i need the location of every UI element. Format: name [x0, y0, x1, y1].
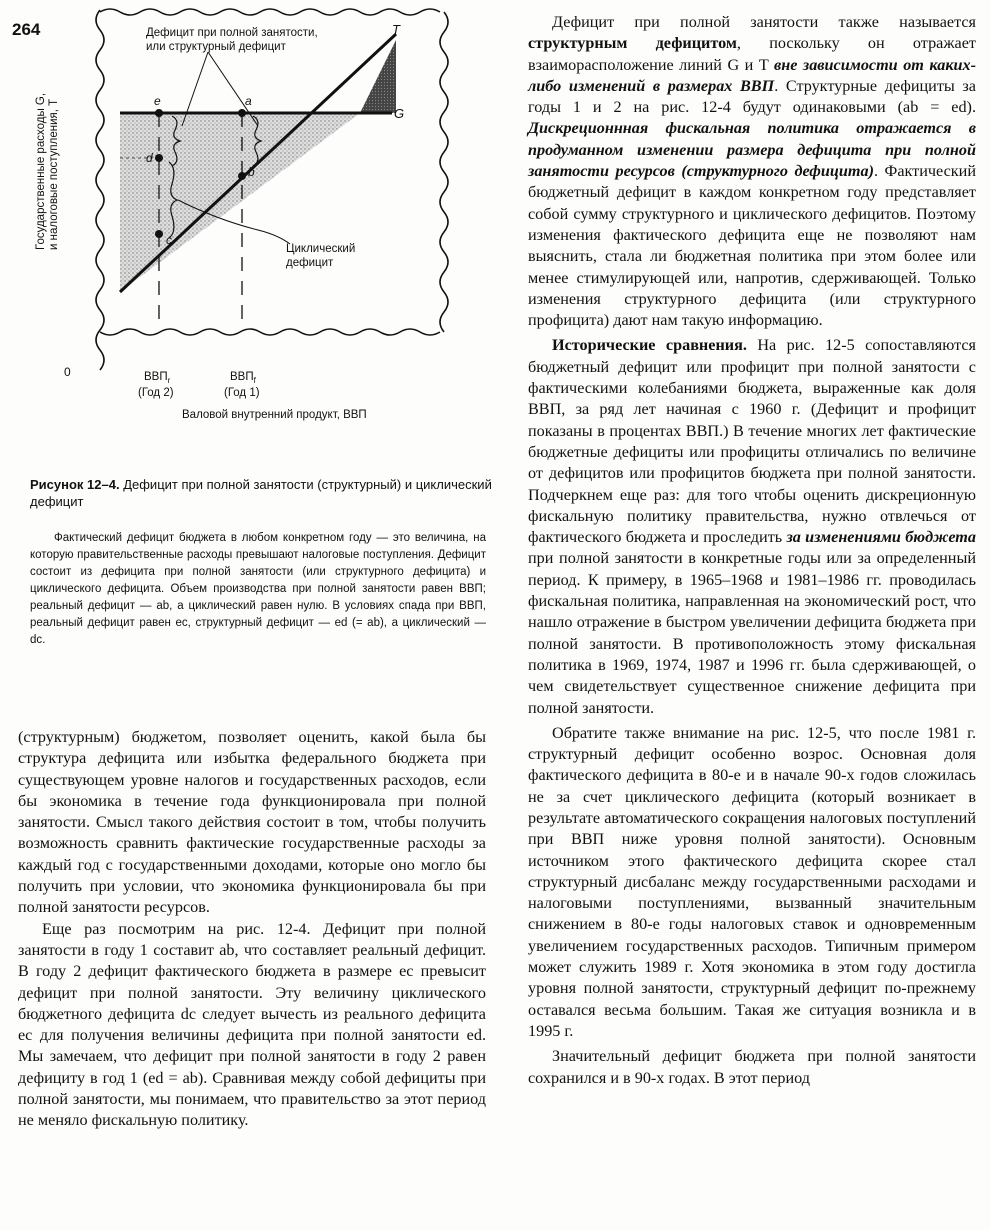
gdp-f-label: $ВВП_f$ — [230, 371, 256, 385]
frame-right-wavy — [440, 12, 448, 332]
figure-caption-label: Рисунок 12–4. — [30, 477, 120, 492]
figure-12-4 — [20, 0, 490, 440]
origin-label: 0 — [64, 365, 71, 379]
gdp-r-label: $ВВП_r$ — [144, 371, 171, 385]
point-b-label: b — [248, 165, 255, 179]
figure-caption — [30, 476, 500, 510]
callout-cyclical-line2: дефицит — [286, 257, 334, 269]
point-d — [155, 154, 163, 162]
callout-structural-line2: или структурный дефицит — [146, 41, 286, 53]
frame-left-wavy — [96, 10, 104, 370]
right-paragraph-1: Дефицит при полной занятости также называется структурным дефицитом, поскольку он отражает взаиморасположение линий G и T вне зависимости от каких-либо изменений в размерах ВВП. Структурные дефициты за годы 1 и 2 на рис. 12-4 будут одинаковыми (ab = ed). Дискреционнная фискальная политика отражается в продуманном изменении размера дефицита при полной занятости ресурсов (структурного дефицита). Фактический бюджетный дефицит в каждом конкретном году представляет собой сумму структурного и циклического дефицитов. Поэтому изменения фактического дефицита еще не позволяют нам выяснить, стала ли бюджетная политика при этом более или менее стимулирующей или, напротив, сдерживающей. Только изменения структурного дефицита (или структурного профицита) дают нам такую информацию. — [528, 13, 977, 330]
point-a — [238, 109, 246, 117]
y-axis-label-line2: и налоговые поступления, T — [48, 98, 60, 250]
t-line-label: T — [392, 22, 400, 37]
figure-caption-text: Фактический дефицит бюджета в любом конкретном году — это величина, на которую правительственные расходы превышают налоговые поступления. Дефицит состоит из дефицита при полной занятости (или структурного дефицита) и циклического дефицита. Объем производства при полной занятости равен ВВП; реальный дефицит — ab, а циклический равен нулю. В условиях спада при ВВП, реальный дефицит равен ec, структурный дефицит — ed (= ab), а циклический — dc. — [30, 532, 486, 646]
left-paragraph-2: Еще раз посмотрим на рис. 12-4. Дефицит при полной занятости в году 1 составит ab, что составляет реальный дефицит. В году 2 дефицит фактического бюджета в размере ec превысит дефицит при полной занятости. Эту величину циклического бюджетного дефицита dc следует вычесть из реального дефицита ec для получения величины дефицита при полной занятости ed. Мы замечаем, что дефицит при полной занятости в году 2 равен дефициту в год 1 (ed = ab). Сравнивая между собой дефициты при полной занятости, мы понимаем, что правительство за этот период не меняло фискальную политику. — [18, 919, 486, 1130]
year1-label: (Год 1) — [224, 387, 260, 399]
right-paragraph-3: Обратите также внимание на рис. 12-5, что после 1981 г. структурный дефицит особенно возрос. Основная доля фактического дефицита в 80-е и в начале 90-х годов сложилась не за счет циклического дефицита (который возникает в результате автоматического сокращения налоговых поступлений при ВВП ниже уровня полной занятости). Основным источником этого фактического дефицита скорее стал структурный дисбаланс между государственными расходами и налоговыми поступлениями, вызванный значительным снижением в 80-е годы налоговых ставок и одновременным увеличением государственных расходов. Типичным примером может служить 1989 г. Хотя экономика в этом году достигла уровня полной занятости, структурный дефицит по-прежнему оставался весьма большим. Такая же ситуация возникла и в 1995 г. — [528, 723, 976, 1040]
y-axis-label-line1: Государственные расходы G, — [35, 92, 47, 250]
section-title-historical: Исторические сравнения. — [552, 336, 747, 355]
point-e — [155, 109, 163, 117]
right-paragraph-2: Исторические сравнения. На рис. 12-5 сопоставляются бюджетный дефицит или профицит при полной занятости с фактическими колебаниями бюджета, выраженные как доля ВВП, за ряд лет начиная с 1960 г. (Дефицит и профицит показаны в процентах ВВП.) В течение многих лет фактические бюджетные дефициты или профициты отличались по величине от дефицитов или профицитов бюджета при полной занятости. Подчеркнем еще раз: для того чтобы оценить дискреционную фискальную политику правительства, нужно отвлечься от фактического бюджета и проследить за изменениями бюджета при полной занятости в конкретные годы или за определенный период. К примеру, в 1965–1968 и 1981–1986 гг. проводилась фискальная политика, направленная на экономический рост, что нашло отражение в быстром увеличении дефицита бюджета при полной занятости. В противоположность этому фискальная политика в 1969, 1974, 1987 и 1996 гг. была сдерживающей, о чем свидетельствует существенное снижение дефицита при полной занятости. — [528, 336, 976, 717]
point-a-label: a — [245, 94, 252, 108]
page-number: 264 — [12, 20, 41, 39]
frame-bottom-wavy — [100, 329, 440, 335]
frame-top-wavy — [100, 9, 440, 15]
right-column — [528, 12, 976, 1089]
year2-label: (Год 2) — [138, 387, 174, 399]
point-e-label: e — [154, 94, 161, 108]
left-column — [18, 727, 486, 1132]
point-b — [238, 172, 246, 180]
callout-cyclical-line1: Циклический — [286, 243, 356, 255]
point-c-label: c — [166, 233, 172, 247]
callout-structural-line1: Дефицит при полной занятости, — [146, 27, 318, 39]
x-axis-label: Валовой внутренний продукт, ВВП — [182, 409, 367, 421]
right-paragraph-4: Значительный дефицит бюджета при полной занятости сохранился и в 90-х годах. В этот период — [528, 1047, 976, 1087]
figure-caption-title: Дефицит при полной занятости (структурный) и циклический дефицит — [30, 477, 492, 509]
point-d-label: d — [146, 151, 153, 165]
left-paragraph-1: (структурным) бюджетом, позволяет оценить, какой была бы структура дефицита или избытка федерального бюджета при существующем уровне налогов и государственных расходов, если бы экономика в течение года функционировала при полной занятости. Смысл такого действия состоит в том, чтобы получить возможность сравнить фактические государственные расходы за каждый год с государственными доходами, которые оно могло бы получить при условии, что экономика функционировала бы при полной занятости ресурсов. — [18, 728, 486, 917]
g-line-label: G — [394, 106, 405, 121]
point-c — [155, 230, 163, 238]
